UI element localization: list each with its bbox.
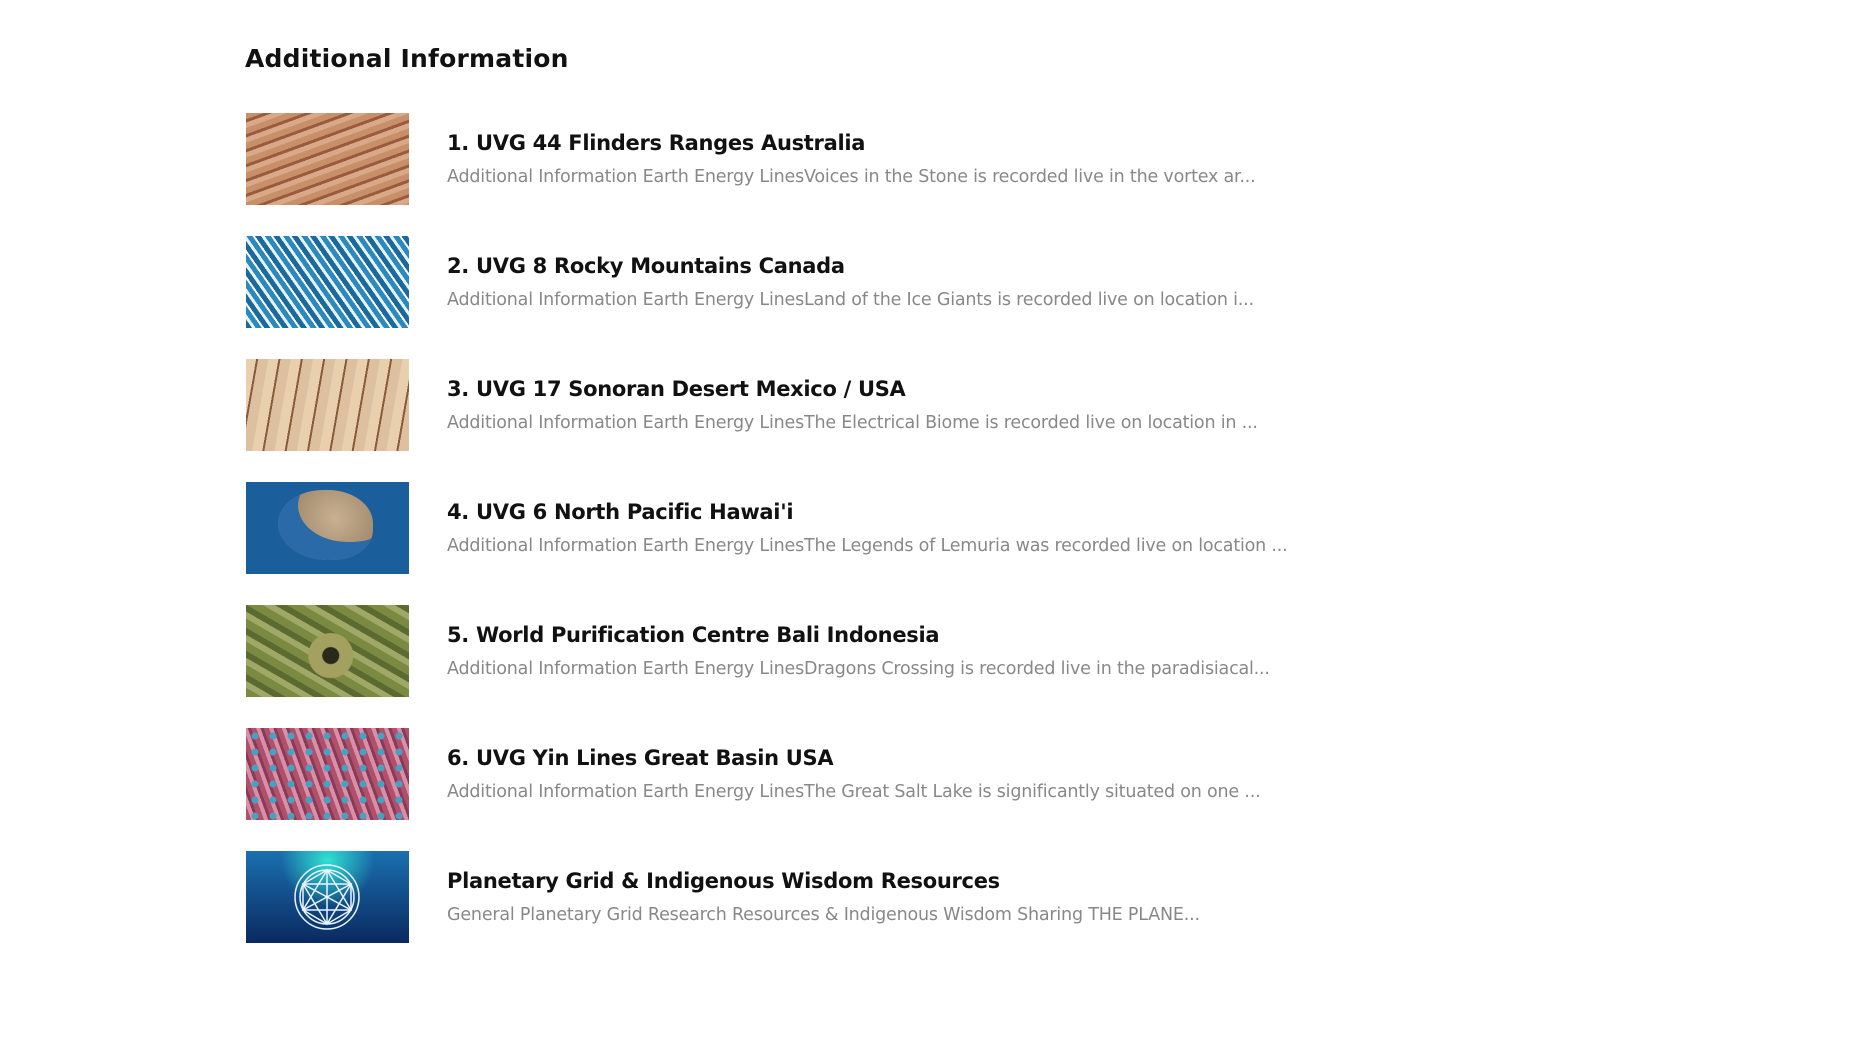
list-item[interactable]: [246, 236, 1446, 328]
item-description: Additional Information Earth Energy LinesThe Great Salt Lake is significantly situated on one ...: [447, 782, 1261, 802]
list-item[interactable]: [246, 605, 1446, 697]
item-title[interactable]: 6. UVG Yin Lines Great Basin USA: [447, 746, 834, 770]
hawaii-thumbnail[interactable]: [246, 482, 409, 574]
list-item[interactable]: [246, 113, 1446, 205]
item-description: Additional Information Earth Energy LinesLand of the Ice Giants is recorded live on location i...: [447, 290, 1254, 310]
item-title[interactable]: 3. UVG 17 Sonoran Desert Mexico / USA: [447, 377, 906, 401]
rocky-mountains-thumbnail[interactable]: [246, 236, 409, 328]
list-item[interactable]: [246, 482, 1446, 574]
flinders-ranges-thumbnail[interactable]: [246, 113, 409, 205]
item-title[interactable]: 2. UVG 8 Rocky Mountains Canada: [447, 254, 845, 278]
item-title[interactable]: 5. World Purification Centre Bali Indonesia: [447, 623, 940, 647]
item-title[interactable]: Planetary Grid & Indigenous Wisdom Resources: [447, 869, 1000, 893]
item-title[interactable]: 1. UVG 44 Flinders Ranges Australia: [447, 131, 866, 155]
item-description: Additional Information Earth Energy LinesVoices in the Stone is recorded live in the vortex ar...: [447, 167, 1256, 187]
item-description: Additional Information Earth Energy LinesThe Electrical Biome is recorded live on location in ...: [447, 413, 1258, 433]
planetary-grid-icon: [292, 862, 362, 932]
item-description: Additional Information Earth Energy LinesThe Legends of Lemuria was recorded live on location ...: [447, 536, 1288, 556]
section-heading: Additional Information: [245, 44, 569, 73]
planetary-grid-thumbnail[interactable]: [246, 851, 409, 943]
bali-thumbnail[interactable]: [246, 605, 409, 697]
great-basin-thumbnail[interactable]: [246, 728, 409, 820]
article-list: [246, 113, 1446, 974]
item-title[interactable]: 4. UVG 6 North Pacific Hawai'i: [447, 500, 794, 524]
list-item[interactable]: [246, 851, 1446, 943]
item-description: General Planetary Grid Research Resources & Indigenous Wisdom Sharing THE PLANE...: [447, 905, 1200, 925]
sonoran-desert-thumbnail[interactable]: [246, 359, 409, 451]
item-description: Additional Information Earth Energy LinesDragons Crossing is recorded live in the paradisiacal...: [447, 659, 1270, 679]
list-item[interactable]: [246, 359, 1446, 451]
list-item[interactable]: [246, 728, 1446, 820]
